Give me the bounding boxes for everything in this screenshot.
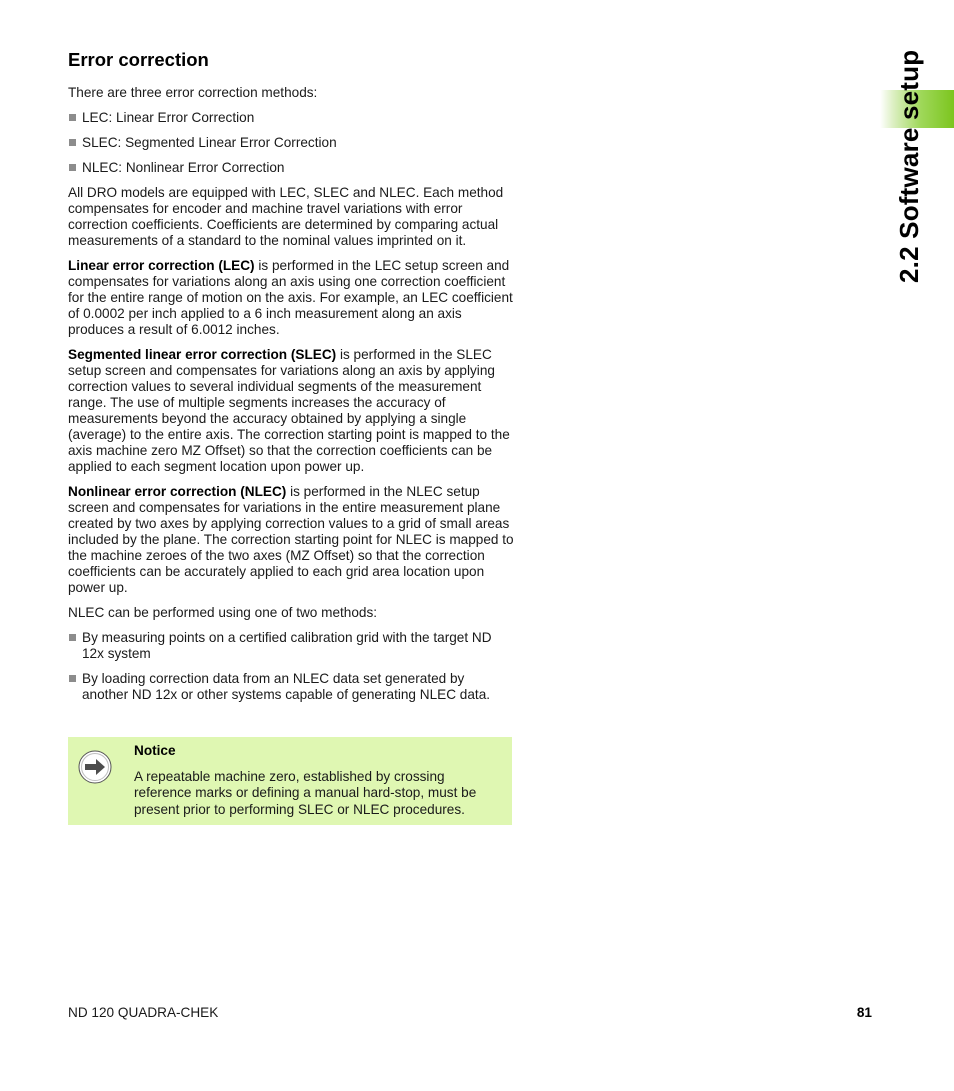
square-bullet-icon [69,164,76,171]
nlec-term: Nonlinear error correction (NLEC) [68,484,287,499]
square-bullet-icon [69,675,76,682]
list-item-text: NLEC: Nonlinear Error Correction [82,160,285,175]
list-item-text: By measuring points on a certified calibration grid with the target ND 12x system [82,630,492,661]
lec-paragraph [68,258,514,338]
main-content [68,48,514,712]
slec-text: is performed in the SLEC setup screen and compensates for variations along an axis by applying correction values to several individual segments of the measurement range. The use of multiple segments increases the accuracy of measurements beyond the accuracy obtained by applying a single (average) to the entire axis. The correction starting point is mapped to the axis machine zero MZ Offset) so that the correction coefficients can be applied to each segment location upon power up. [68,347,510,474]
notice-box [68,737,512,825]
nlec-text: is performed in the NLEC setup screen and compensates for variations in the entire measurement plane created by two axes by applying correction values to a grid of small areas included by the plane. The correction starting point for NLEC is mapped to the machine zeroes of the two axes (MZ Offset) so that the correction coefficients can be accurately applied to each grid area location upon power up. [68,484,514,595]
lec-term: Linear error correction (LEC) [68,258,255,273]
intro-paragraph: There are three error correction methods: [68,85,318,100]
square-bullet-icon [69,634,76,641]
nlec-paragraph [68,484,514,596]
list-item [68,110,514,126]
notice-title: Notice [134,743,176,758]
section-title: 2.2 Software setup [894,49,924,283]
list-item [68,160,514,176]
list-item-text: By loading correction data from an NLEC data set generated by another ND 12x or other systems capable of generating NLEC data. [82,671,491,702]
notice-content [134,743,504,818]
slec-paragraph [68,347,514,475]
footer-product-name: ND 120 QUADRA-CHEK [68,1005,219,1020]
square-bullet-icon [69,139,76,146]
list-item-text: LEC: Linear Error Correction [82,110,255,125]
arrow-right-circle-icon [78,750,112,784]
list-item [68,135,514,151]
all-models-paragraph: All DRO models are equipped with LEC, SLEC and NLEC. Each method compensates for encoder and machine travel variations with error correction coefficients. Coefficients are determined by comparing actual measurements of a standard to the nominal values imprinted on it. [68,185,504,248]
list-item [68,630,514,662]
list-item-text: SLEC: Segmented Linear Error Correction [82,135,337,150]
notice-text: A repeatable machine zero, established by crossing reference marks or defining a manual hard-stop, must be present prior to performing SLEC or NLEC procedures. [134,768,477,817]
lec-text: is performed in the LEC setup screen and compensates for variations along an axis using one correction coefficient for the entire range of motion on the axis. For example, an LEC coefficient of 0.0002 per inch applied to a 6 inch measurement along an axis produces a result of 6.0012 inches. [68,258,513,337]
list-item [68,671,514,703]
square-bullet-icon [69,114,76,121]
slec-term: Segmented linear error correction (SLEC) [68,347,337,362]
nlec-methods-intro: NLEC can be performed using one of two methods: [68,605,378,620]
page-heading: Error correction [68,49,209,70]
page-number: 81 [856,1005,872,1020]
